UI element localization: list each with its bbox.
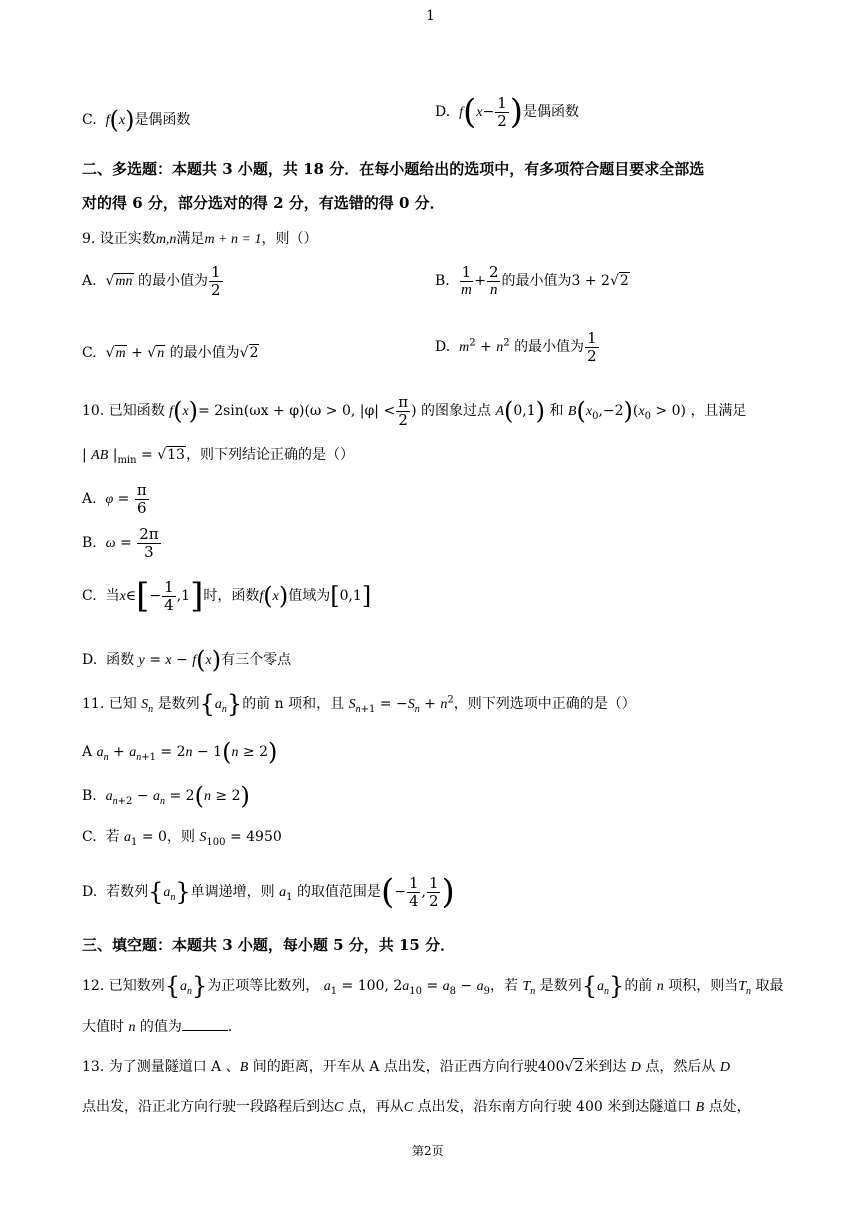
answer-blank[interactable] <box>182 1030 228 1031</box>
page-footer: 第2页 <box>412 1144 444 1158</box>
q10-option-c: C. 当x∈[− $\frac{1}{4}$ ,1]时，函数f(x)值域为[0,1] <box>82 576 372 616</box>
q10-option-a: A. φ = $\frac{\pi}{6}$ <box>82 481 147 517</box>
q10-option-d: D. 函数 y = x − f(x)有三个零点 <box>82 646 292 674</box>
q9-stem: 9. 设正实数m,n满足m + n = 1，则（） <box>82 231 318 247</box>
q13-stem-line2: 点出发，沿正北方向行驶一段路程后到达C 点，再从C 点出发，沿东南方向行驶 400 米到达隧道口 B 点处， <box>82 1099 751 1115</box>
q11-option-b: B. $a_{n+2} - a_n = 2(n \ge 2)$ <box>82 782 250 810</box>
q10-option-b: B. ω = $\frac{2\pi}{3}$ <box>82 525 159 561</box>
section-3-heading: 三、填空题：本题共 3 小题，每小题 5 分，共 15 分． <box>82 936 456 954</box>
q13-stem-line1: 13. 为了测量隧道口 A 、B 间的距离，开车从 A 点出发，沿正西方向行驶400√2米到达 D 点，然后从 D <box>82 1059 730 1075</box>
q11-option-c: C. 若 $a_1 = 0$，则 $S_{100} = 4950$ <box>82 829 282 848</box>
page-number: 1 <box>426 8 435 24</box>
q9-option-d: D. $m^2 + n^2$ 的最小值为 $\frac{1}{2}$ <box>435 329 597 365</box>
section-2-heading-line2: 对的得 6 分，部分选对的得 2 分，有选错的得 0 分． <box>82 194 445 212</box>
q8-option-c: C. f(x)是偶函数 <box>82 106 191 134</box>
q12-stem-line2: 大值时 n 的值为 . <box>82 1019 233 1035</box>
q9-option-a: A. √mn 的最小值为 $\frac{1}{2}$ <box>82 263 221 299</box>
q11-option-d: D. 若数列$\{a_n\}$单调递增，则 $a_1$ 的取值范围是(− $\frac{1}{4}$ , $\frac{1}{2}$ ) <box>82 872 455 912</box>
q8-option-d: D. f(x− $\frac{1}{2}$ )是偶函数 <box>435 92 580 132</box>
q10-stem-line2: | AB $|_{min} = √13$，则下列结论正确的是（） <box>82 447 354 466</box>
q9-option-b: B. $\frac{1}{m}$ + $\frac{2}{n}$ 的最小值为3 + 2√2 <box>435 263 629 298</box>
q11-stem: 11. 已知 $S_n$ 是数列$\{a_n\}$的前 n 项和，且 $S_{n+1} = -S_n + n^2$，则下列选项中正确的是（） <box>82 690 636 718</box>
q9-option-c: C. √m + √n 的最小值为√2 <box>82 345 259 361</box>
q10-stem-line1: 10. 已知函数 f(x)= 2sin(ωx + φ)(ω > 0, |φ| < $\frac{\pi}{2}$ ) 的图象过点 A(0,1) 和 $B(x_0,-2)(x_0 > 0)$ ，且满足 <box>82 393 747 429</box>
q11-option-a: A $a_n + a_{n+1} = 2n - 1(n \ge 2)$ <box>82 738 278 766</box>
q12-stem-line1: 12. 已知数列$\{a_n\}$为正项等比数列， $a_1 = 100$, $2a_{10} = a_8 - a_9$，若 $T_n$ 是数列$\{a_n\}$的前 n 项积，则当$T_n$ 取最 <box>82 972 784 1000</box>
section-2-heading-line1: 二、多选题：本题共 3 小题，共 18 分．在每小题给出的选项中，有多项符合题目要求全部选 <box>82 160 705 178</box>
